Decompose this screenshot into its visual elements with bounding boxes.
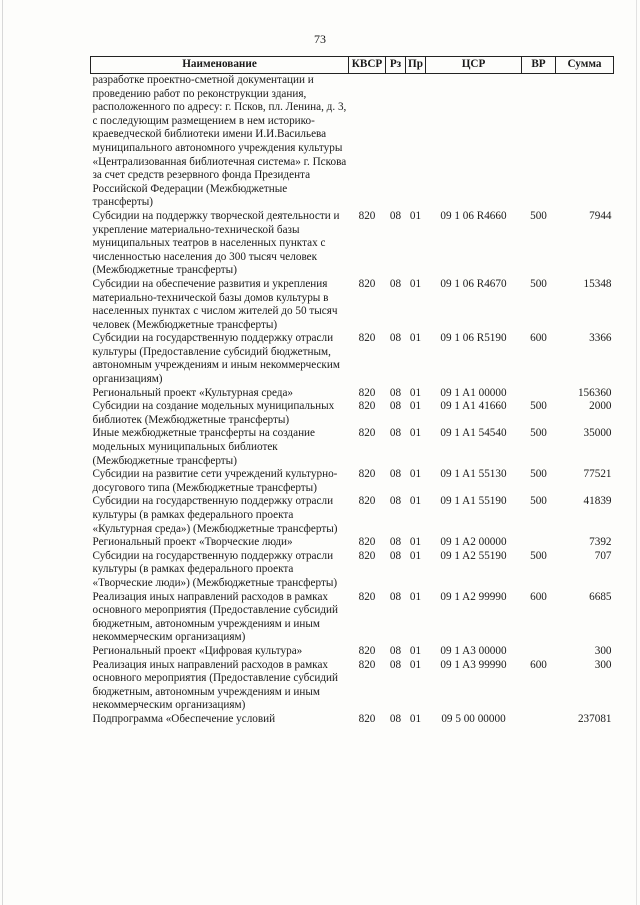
cell-pr: 01 — [409, 468, 422, 481]
cell-csr: 09 1 A1 55190 — [440, 495, 507, 508]
cell-name: Субсидии на государственную поддержку отрасли культуры (Предоставление субсидий бюджетным, автономным учреждениям и иным некоммерческим организациям) — [92, 332, 340, 386]
cell-name: Реализация иных направлений расходов в рамках основного мероприятия (Предоставление субсидий бюджетным, автономным учреждениям и иным некоммерческим организациям) — [92, 590, 338, 644]
cell-csr: 09 5 00 00000 — [441, 712, 506, 725]
cell-pr: 01 — [409, 549, 422, 562]
cell-pr: 01 — [409, 644, 422, 657]
cell-csr: 09 1 A2 99990 — [440, 590, 507, 603]
cell-csr: 09 1 06 R4670 — [440, 277, 507, 290]
header-sum: Сумма — [556, 57, 614, 74]
cell-name: Реализация иных направлений расходов в рамках основного мероприятия (Предоставление субсидий бюджетным, автономным учреждениям и иным некоммерческим организациям) — [92, 658, 338, 712]
cell-pr: 01 — [409, 209, 422, 222]
table-row — [91, 427, 614, 468]
table-row — [91, 387, 614, 401]
table-row — [91, 536, 614, 550]
cell-name: Подпрограмма «Обеспечение условий — [92, 712, 276, 725]
cell-vr: 500 — [530, 427, 547, 440]
cell-vr: 500 — [530, 209, 547, 222]
page-number: 73 — [314, 32, 326, 46]
cell-vr: 600 — [530, 658, 547, 671]
cell-kvsr — [349, 74, 386, 210]
cell-name: Субсидии на государственную поддержку отрасли культуры (в рамках федерального проекта «Культурная среда») (Межбюджетные трансферты) — [92, 495, 338, 535]
table-row — [91, 332, 614, 386]
cell-csr: 09 1 A2 55190 — [440, 549, 507, 562]
cell-name: Иные межбюджетные трансферты на создание модельных муниципальных библиотек (Межбюджетные трансферты) — [92, 427, 316, 467]
cell-sum: 6685 — [589, 590, 612, 603]
cell-kvsr: 820 — [358, 495, 376, 508]
cell-csr: 09 1 A3 99990 — [440, 658, 507, 671]
cell-csr — [426, 74, 522, 210]
cell-sum: 3366 — [589, 332, 612, 345]
cell-kvsr: 820 — [358, 386, 376, 399]
cell-kvsr: 820 — [358, 427, 376, 440]
table-row — [91, 400, 614, 427]
table-row — [91, 468, 614, 495]
cell-sum: 237081 — [577, 712, 612, 725]
cell-rz: 08 — [389, 468, 402, 481]
cell-kvsr: 820 — [358, 400, 376, 413]
cell-kvsr: 820 — [358, 549, 376, 562]
cell-rz: 08 — [389, 332, 402, 345]
cell-pr — [406, 74, 426, 210]
cell-kvsr: 820 — [358, 658, 376, 671]
cell-vr: 600 — [530, 590, 547, 603]
cell-sum: 41839 — [583, 495, 612, 508]
table-body — [91, 74, 614, 727]
cell-kvsr: 820 — [358, 468, 376, 481]
scan-margin-right — [636, 0, 637, 905]
cell-pr: 01 — [409, 590, 422, 603]
scan-margin-left — [2, 0, 3, 905]
cell-rz: 08 — [389, 386, 402, 399]
header-rz: Рз — [386, 57, 406, 74]
cell-pr: 01 — [409, 400, 422, 413]
cell-pr: 01 — [409, 332, 422, 345]
cell-rz: 08 — [389, 536, 402, 549]
header-kvsr: КВСР — [349, 57, 386, 74]
cell-name: Субсидии на обеспечение развития и укрепления материально-технической базы домов культуры в населенных пунктах с числом жителей до 50 тысяч человек (Межбюджетные трансферты) — [92, 277, 338, 331]
cell-rz: 08 — [389, 549, 402, 562]
cell-vr: 600 — [530, 332, 547, 345]
cell-rz: 08 — [389, 658, 402, 671]
table-row — [91, 550, 614, 591]
cell-vr — [522, 645, 556, 659]
cell-name: Субсидии на поддержку творческой деятельности и укрепление материально-технической базы муниципальных театров в населенных пунктах с численностью населения до 300 тысяч человек (Межбюджетные трансферты) — [92, 209, 340, 277]
cell-rz: 08 — [389, 209, 402, 222]
cell-rz: 08 — [389, 400, 402, 413]
cell-csr: 09 1 06 R4660 — [440, 209, 507, 222]
cell-name: Региональный проект «Творческие люди» — [92, 536, 293, 549]
cell-kvsr: 820 — [358, 277, 376, 290]
cell-vr: 500 — [530, 468, 547, 481]
cell-rz — [386, 74, 406, 210]
cell-sum: 156360 — [577, 386, 612, 399]
cell-sum: 77521 — [583, 468, 612, 481]
cell-name: Субсидии на развитие сети учреждений культурно-досугового типа (Межбюджетные трансферты) — [92, 468, 338, 494]
cell-csr: 09 1 A1 00000 — [440, 386, 507, 399]
cell-vr: 500 — [530, 400, 547, 413]
cell-vr: 500 — [530, 549, 547, 562]
table-row — [91, 74, 614, 210]
header-csr: ЦСР — [426, 57, 522, 74]
cell-csr: 09 1 A1 41660 — [440, 400, 507, 413]
cell-pr: 01 — [409, 386, 422, 399]
cell-name: Субсидии на государственную поддержку отрасли культуры (в рамках федерального проекта «Творческие люди») (Межбюджетные трансферты) — [92, 549, 338, 589]
table-row — [91, 278, 614, 332]
cell-pr: 01 — [409, 495, 422, 508]
table-row — [91, 591, 614, 645]
cell-vr — [522, 74, 556, 210]
cell-pr: 01 — [409, 536, 422, 549]
cell-vr — [522, 387, 556, 401]
cell-sum: 300 — [594, 658, 612, 671]
cell-pr: 01 — [409, 427, 422, 440]
cell-kvsr: 820 — [358, 332, 376, 345]
cell-pr: 01 — [409, 277, 422, 290]
cell-rz: 08 — [389, 427, 402, 440]
header-pr: Пр — [406, 57, 426, 74]
cell-sum: 7944 — [589, 209, 612, 222]
cell-name: разработке проектно-сметной документации и проведению работ по реконструкции здания, расположенного по адресу: г. Псков, пл. Ленина, д. 3, с последующим размещением в нем историко-краеведческой библиотеки имени И.И.Васильева муниципального автономного учреждения культуры «Централизованная библиотечная система» г. Пскова за счет средств резервного фонда Президента Российской Федерации (Межбюджетные трансферты) — [92, 74, 347, 209]
cell-kvsr: 820 — [358, 644, 376, 657]
cell-sum: 15348 — [583, 277, 612, 290]
cell-sum: 300 — [594, 644, 612, 657]
cell-kvsr: 820 — [358, 209, 376, 222]
cell-vr — [522, 536, 556, 550]
cell-kvsr: 820 — [358, 712, 376, 725]
cell-sum: 35000 — [583, 427, 612, 440]
cell-pr: 01 — [409, 712, 422, 725]
cell-csr: 09 1 A2 00000 — [440, 536, 507, 549]
cell-csr: 09 1 A1 54540 — [440, 427, 507, 440]
cell-name: Региональный проект «Цифровая культура» — [92, 644, 303, 657]
cell-pr: 01 — [409, 658, 422, 671]
cell-rz: 08 — [389, 712, 402, 725]
cell-kvsr: 820 — [358, 536, 376, 549]
cell-kvsr: 820 — [358, 590, 376, 603]
table-row — [91, 645, 614, 659]
table-row — [91, 713, 614, 727]
header-vr: ВР — [522, 57, 556, 74]
cell-vr — [522, 713, 556, 727]
cell-sum: 7392 — [589, 536, 612, 549]
budget-table — [90, 56, 614, 727]
cell-vr: 500 — [530, 277, 547, 290]
cell-rz: 08 — [389, 644, 402, 657]
cell-csr: 09 1 06 R5190 — [440, 332, 507, 345]
table-row — [91, 210, 614, 278]
cell-rz: 08 — [389, 590, 402, 603]
cell-vr: 500 — [530, 495, 547, 508]
cell-name: Субсидии на создание модельных муниципальных библиотек (Межбюджетные трансферты) — [92, 400, 335, 426]
table-row — [91, 659, 614, 713]
cell-rz: 08 — [389, 495, 402, 508]
cell-csr: 09 1 A3 00000 — [440, 644, 507, 657]
cell-rz: 08 — [389, 277, 402, 290]
cell-csr: 09 1 A1 55130 — [440, 468, 507, 481]
header-name: Наименование — [91, 57, 349, 74]
table-header-row — [91, 57, 614, 74]
cell-name: Региональный проект «Культурная среда» — [92, 386, 294, 399]
cell-sum — [556, 74, 614, 210]
cell-sum: 707 — [594, 549, 612, 562]
table-row — [91, 495, 614, 536]
cell-sum: 2000 — [589, 400, 612, 413]
